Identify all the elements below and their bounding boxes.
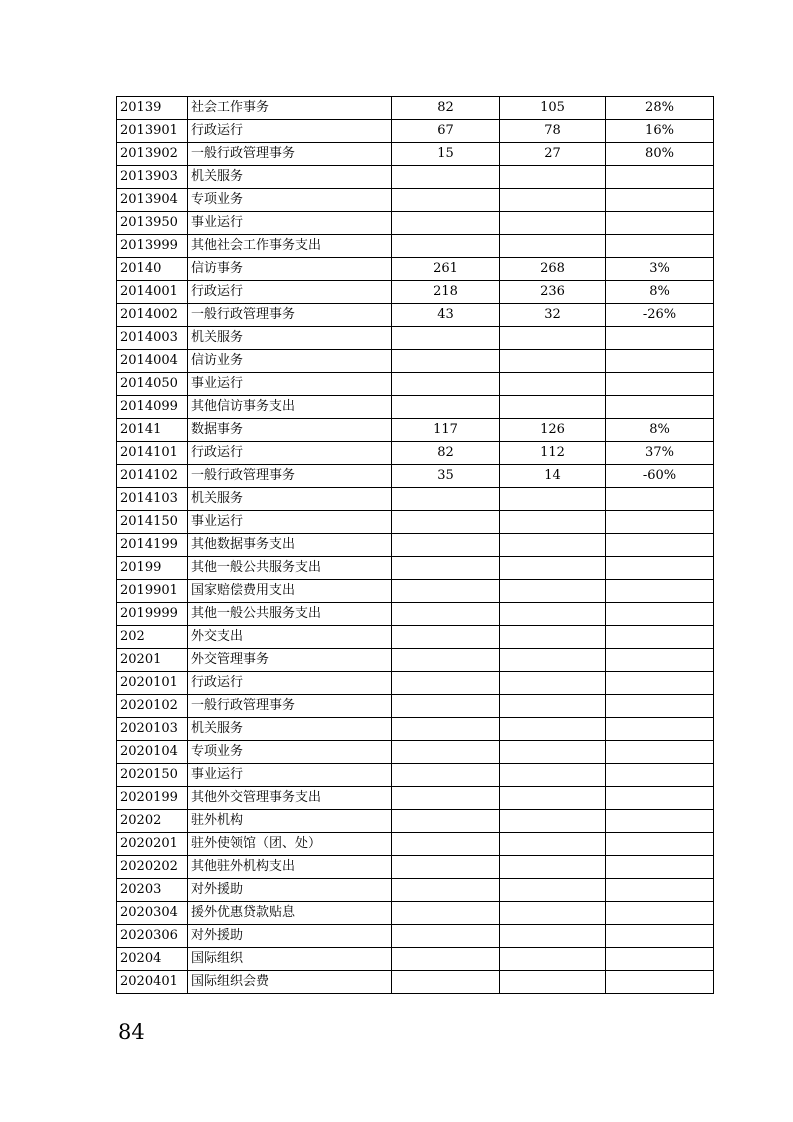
row-value-b: 268 [500,258,606,281]
row-change-percent: -26% [606,304,714,327]
table-row [117,695,714,718]
row-item-name: 机关服务 [188,488,392,511]
row-change-percent: 80% [606,143,714,166]
row-item-name: 事业运行 [188,764,392,787]
table-row [117,534,714,557]
row-value-b [500,534,606,557]
row-item-name: 驻外机构 [188,810,392,833]
row-item-name: 其他数据事务支出 [188,534,392,557]
table-row [117,856,714,879]
row-item-name: 信访业务 [188,350,392,373]
table-row [117,97,714,120]
row-item-name: 对外援助 [188,925,392,948]
row-value-b [500,626,606,649]
row-value-b [500,350,606,373]
table-row [117,465,714,488]
row-code: 2014003 [117,327,188,350]
row-code: 2014050 [117,373,188,396]
row-code: 2014199 [117,534,188,557]
row-value-b [500,396,606,419]
row-code: 20141 [117,419,188,442]
row-change-percent [606,764,714,787]
row-code: 2014004 [117,350,188,373]
row-value-a [392,189,500,212]
row-change-percent: -60% [606,465,714,488]
row-change-percent [606,718,714,741]
row-value-b: 112 [500,442,606,465]
row-code: 2019901 [117,580,188,603]
row-code: 2013904 [117,189,188,212]
row-code: 2013903 [117,166,188,189]
row-change-percent [606,327,714,350]
row-change-percent: 37% [606,442,714,465]
row-value-a [392,672,500,695]
row-code: 2020202 [117,856,188,879]
row-change-percent: 3% [606,258,714,281]
row-change-percent [606,649,714,672]
row-value-a [392,603,500,626]
row-code: 2020101 [117,672,188,695]
row-change-percent [606,741,714,764]
row-value-a: 218 [392,281,500,304]
row-value-a [392,350,500,373]
row-value-a [392,626,500,649]
row-change-percent [606,235,714,258]
table-row [117,649,714,672]
row-code: 2014001 [117,281,188,304]
row-value-b [500,212,606,235]
row-value-a: 15 [392,143,500,166]
row-value-b: 78 [500,120,606,143]
row-code: 2014102 [117,465,188,488]
row-item-name: 其他一般公共服务支出 [188,557,392,580]
row-value-b [500,695,606,718]
row-change-percent [606,833,714,856]
row-value-b [500,810,606,833]
row-change-percent [606,925,714,948]
table-row [117,304,714,327]
row-change-percent: 8% [606,419,714,442]
table-row [117,626,714,649]
row-value-a [392,856,500,879]
row-value-a [392,327,500,350]
table-row [117,373,714,396]
page-number: 84 [118,1020,145,1044]
row-item-name: 对外援助 [188,879,392,902]
row-value-b [500,672,606,695]
row-item-name: 外交支出 [188,626,392,649]
table-row [117,350,714,373]
row-change-percent [606,948,714,971]
row-item-name: 国际组织会费 [188,971,392,994]
row-item-name: 社会工作事务 [188,97,392,120]
row-value-b [500,511,606,534]
row-code: 2020306 [117,925,188,948]
row-change-percent [606,189,714,212]
row-code: 2013901 [117,120,188,143]
row-value-a: 82 [392,442,500,465]
row-code: 20140 [117,258,188,281]
row-item-name: 机关服务 [188,327,392,350]
row-value-a: 261 [392,258,500,281]
row-code: 2014150 [117,511,188,534]
table-row [117,120,714,143]
row-change-percent [606,695,714,718]
row-change-percent [606,557,714,580]
row-value-b [500,327,606,350]
row-value-a [392,971,500,994]
row-change-percent: 28% [606,97,714,120]
table-row [117,925,714,948]
row-code: 20202 [117,810,188,833]
table-row [117,143,714,166]
row-value-a [392,787,500,810]
row-value-a [392,235,500,258]
table-row [117,419,714,442]
row-code: 20199 [117,557,188,580]
row-change-percent [606,672,714,695]
table-row [117,580,714,603]
row-value-b: 236 [500,281,606,304]
row-change-percent [606,373,714,396]
table-row [117,902,714,925]
row-change-percent [606,166,714,189]
row-value-a [392,925,500,948]
table-row [117,741,714,764]
row-value-b [500,373,606,396]
row-code: 2020102 [117,695,188,718]
row-item-name: 一般行政管理事务 [188,695,392,718]
row-code: 202 [117,626,188,649]
row-item-name: 国际组织 [188,948,392,971]
row-value-a [392,580,500,603]
row-item-name: 专项业务 [188,741,392,764]
row-value-a [392,718,500,741]
row-value-b [500,189,606,212]
row-change-percent [606,534,714,557]
table-row [117,833,714,856]
row-change-percent: 16% [606,120,714,143]
row-item-name: 行政运行 [188,442,392,465]
row-value-b [500,948,606,971]
row-code: 2020199 [117,787,188,810]
row-item-name: 援外优惠贷款贴息 [188,902,392,925]
row-value-a: 35 [392,465,500,488]
row-value-b [500,603,606,626]
row-value-a: 117 [392,419,500,442]
row-value-b: 14 [500,465,606,488]
row-value-a [392,649,500,672]
table-row [117,396,714,419]
row-change-percent: 8% [606,281,714,304]
table-row [117,879,714,902]
row-item-name: 其他驻外机构支出 [188,856,392,879]
row-code: 2020104 [117,741,188,764]
row-code: 20204 [117,948,188,971]
table-row [117,189,714,212]
row-value-b [500,764,606,787]
row-change-percent [606,879,714,902]
row-value-a [392,557,500,580]
row-value-a [392,511,500,534]
row-value-b [500,787,606,810]
table-row [117,557,714,580]
table-row [117,764,714,787]
row-code: 2014099 [117,396,188,419]
row-code: 2013902 [117,143,188,166]
row-change-percent [606,787,714,810]
row-value-b: 32 [500,304,606,327]
row-change-percent [606,396,714,419]
row-value-a [392,948,500,971]
row-value-a [392,396,500,419]
table-row [117,787,714,810]
table-row [117,948,714,971]
row-code: 20139 [117,97,188,120]
table-row [117,235,714,258]
row-item-name: 其他外交管理事务支出 [188,787,392,810]
row-value-a [392,902,500,925]
row-change-percent [606,212,714,235]
row-code: 2019999 [117,603,188,626]
row-change-percent [606,580,714,603]
row-value-b [500,833,606,856]
row-change-percent [606,626,714,649]
row-change-percent [606,603,714,626]
row-change-percent [606,488,714,511]
row-value-a [392,810,500,833]
row-value-b [500,580,606,603]
table-row [117,718,714,741]
table-row [117,281,714,304]
row-item-name: 行政运行 [188,120,392,143]
table-row [117,971,714,994]
table-row [117,212,714,235]
row-code: 2014103 [117,488,188,511]
row-item-name: 行政运行 [188,672,392,695]
table-row [117,488,714,511]
row-item-name: 机关服务 [188,166,392,189]
row-value-b: 105 [500,97,606,120]
row-code: 2020401 [117,971,188,994]
row-value-a: 82 [392,97,500,120]
row-value-a [392,879,500,902]
row-code: 2020150 [117,764,188,787]
row-value-b [500,235,606,258]
table-row [117,327,714,350]
row-value-a [392,764,500,787]
row-code: 2014101 [117,442,188,465]
row-value-b [500,166,606,189]
budget-table-body [117,97,714,994]
row-value-a [392,212,500,235]
row-value-b [500,902,606,925]
row-item-name: 信访事务 [188,258,392,281]
row-value-b [500,649,606,672]
budget-table [116,96,714,994]
row-change-percent [606,902,714,925]
row-code: 2014002 [117,304,188,327]
row-value-a [392,373,500,396]
row-value-a [392,166,500,189]
table-row [117,166,714,189]
row-value-a [392,488,500,511]
row-item-name: 事业运行 [188,212,392,235]
table-row [117,442,714,465]
row-value-a [392,695,500,718]
row-code: 2020304 [117,902,188,925]
row-item-name: 机关服务 [188,718,392,741]
row-code: 2013999 [117,235,188,258]
row-item-name: 一般行政管理事务 [188,304,392,327]
row-item-name: 其他信访事务支出 [188,396,392,419]
row-value-b [500,488,606,511]
row-item-name: 行政运行 [188,281,392,304]
row-value-b [500,971,606,994]
row-value-b: 126 [500,419,606,442]
row-change-percent [606,856,714,879]
table-row [117,603,714,626]
table-row [117,810,714,833]
row-item-name: 一般行政管理事务 [188,143,392,166]
row-item-name: 事业运行 [188,373,392,396]
row-value-b [500,741,606,764]
row-value-a [392,534,500,557]
row-code: 20203 [117,879,188,902]
row-value-a: 43 [392,304,500,327]
row-value-b [500,856,606,879]
row-value-a [392,833,500,856]
row-value-b [500,718,606,741]
row-value-b [500,925,606,948]
row-item-name: 数据事务 [188,419,392,442]
row-code: 20201 [117,649,188,672]
row-item-name: 专项业务 [188,189,392,212]
row-item-name: 驻外使领馆（团、处） [188,833,392,856]
row-change-percent [606,511,714,534]
row-code: 2020103 [117,718,188,741]
row-item-name: 一般行政管理事务 [188,465,392,488]
table-row [117,511,714,534]
row-code: 2020201 [117,833,188,856]
row-item-name: 外交管理事务 [188,649,392,672]
row-item-name: 其他一般公共服务支出 [188,603,392,626]
row-value-a: 67 [392,120,500,143]
row-item-name: 事业运行 [188,511,392,534]
row-code: 2013950 [117,212,188,235]
row-change-percent [606,971,714,994]
row-value-a [392,741,500,764]
row-value-b [500,879,606,902]
row-change-percent [606,810,714,833]
row-item-name: 国家赔偿费用支出 [188,580,392,603]
table-row [117,672,714,695]
row-change-percent [606,350,714,373]
row-item-name: 其他社会工作事务支出 [188,235,392,258]
row-value-b: 27 [500,143,606,166]
row-value-b [500,557,606,580]
table-row [117,258,714,281]
